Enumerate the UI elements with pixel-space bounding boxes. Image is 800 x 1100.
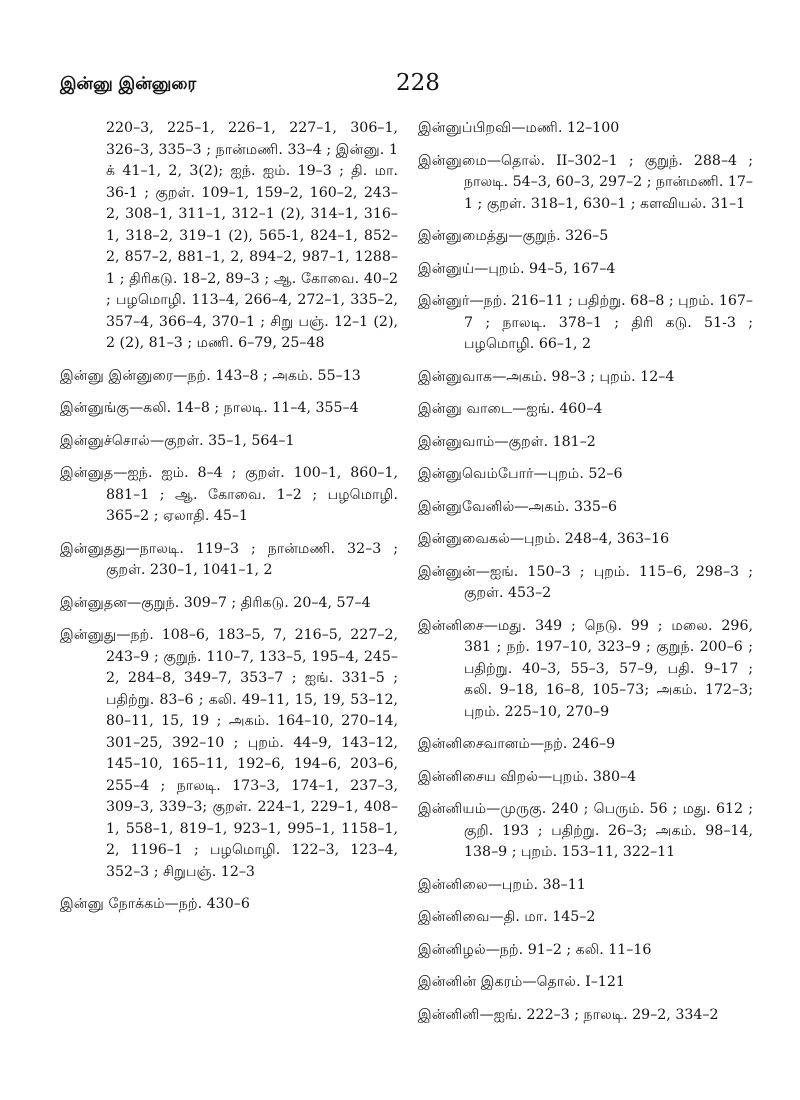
running-head: இன்னு இன்னுரை xyxy=(60,74,197,94)
right-column xyxy=(418,118,753,1037)
index-entry: இன்னினி—ஐங். 222–3 ; நாலடி. 29–2, 334–2 xyxy=(418,1006,719,1023)
index-entry: இன்னுய்—புறம். 94–5, 167–4 xyxy=(418,260,616,277)
index-entry: இன்னுமை—தொல். II–302–1 ; குறுந். 288–4 ; நாலடி. 54–3, 60–3, 297–2 ; நான்மணி. 17–1 ; குறள். 318–1, 630–1 ; களவியல். 31–1 xyxy=(418,152,753,212)
index-entry: 220–3, 225–1, 226–1, 227–1, 306–1, 326–3, 335–3 ; நான்மணி. 33–4 ; இன்னு. 1 க் 41–1, 2, 3(2); ஐந். ஐம். 19–3 ; தி. மா. 36-1 ; குறள். 109–1, 159–2, 160–2, 243–2, 308–1, 311–1, 312–1 (2), 314–1, 316–1, 318–2, 319–1 (2), 565-1, 824–1, 852–2, 857–2, 881–1, 2, 894–2, 987–1, 1288–1 ; திரிகடு. 18–2, 89–3 ; ஆ. கோவை. 40–2 ; பழமொழி. 113–4, 266–4, 272–1, 335–2, 357–4, 366–4, 370–1 ; சிறு பஞ். 12–1 (2), 2 (2), 81–3 ; மணி. 6–79, 25–48 xyxy=(106,120,398,351)
page-header xyxy=(60,70,740,104)
index-entry: இன்னுவெம்போர்—புறம். 52–6 xyxy=(418,466,623,482)
index-entry: இன்னின் இகரம்—தொல். I–121 xyxy=(418,974,625,990)
index-entry: இன்னுச்சொல்—குறள். 35–1, 564–1 xyxy=(60,432,295,449)
index-entry: இன்னுவைகல்—புறம். 248–4, 363–16 xyxy=(418,531,670,547)
index-entry: இன்னு வாடை—ஐங். 460–4 xyxy=(418,401,603,417)
index-entry: இன்னிசை—மது. 349 ; நெடு. 99 ; மலை. 296, 381 ; நற். 197–10, 323–9 ; குறுந். 200–6 ; பதிற்று. 40–3, 55–3, 57–9, பதி. 9–17 ; கலி. 9–18, 16–8, 105–73; அகம். 172–3; புறம். 225–10, 270–9 xyxy=(418,617,753,720)
index-entry: இன்னுமைத்து—குறுந். 326–5 xyxy=(418,228,609,244)
index-entry: இன்னு இன்னுரை—நற். 143–8 ; அகம். 55–13 xyxy=(60,367,361,384)
index-entry: இன்னுவேனில்—அகம். 335–6 xyxy=(418,498,618,515)
page-number: 228 xyxy=(396,70,440,96)
index-entry: இன்னிவை—தி. மா. 145–2 xyxy=(418,909,596,925)
index-entry: இன்னியம்—முருகு. 240 ; பெரும். 56 ; மது. 612 ; குறி. 193 ; பதிற்று. 26–3; அகம். 98–14, 138–9 ; புறம். 153–11, 322–11 xyxy=(418,801,753,860)
index-entry: இன்னுது—நற். 108–6, 183–5, 7, 216–5, 227–2, 243–9 ; குறுந். 110–7, 133–5, 195–4, 245–2, 284–8, 349–7, 353–7 ; ஐங். 331–5 ; பதிற்று. 83–6 ; கலி. 49–11, 15, 19, 53–12, 80–11, 15, 19 ; அகம். 164–10, 270–14, 301–25, 392–10 ; புறம். 44–9, 143–12, 145–10, 165–11, 192–6, 194–6, 203–6, 255–4 ; நாலடி. 173–3, 174–1, 237–3, 309–3, 339–3; குறள். 224–1, 229–1, 408–1, 558–1, 819–1, 923–1, 995–1, 1158–1, 2, 1196–1 ; பழமொழி. 122–3, 123–4, 352–3 ; சிறுபஞ். 12–3 xyxy=(60,627,398,880)
index-entry: இன்னிழல்—நற். 91–2 ; கலி. 11–16 xyxy=(418,941,652,958)
index-entry: இன்னுர்—நற். 216–11 ; பதிற்று. 68–8 ; புறம். 167–7 ; நாலடி. 378–1 ; திரி கடு. 51-3 ; பழமொழி. 66–1, 2 xyxy=(418,293,753,352)
left-column xyxy=(60,118,398,927)
index-entry: இன்னிலை—புறம். 38–11 xyxy=(418,876,586,893)
index-entry: இன்னு நோக்கம்—நற். 430–6 xyxy=(60,896,250,912)
index-entry: இன்னுதது—நாலடி. 119–3 ; நான்மணி. 32–3 ; குறள். 230–1, 1041–1, 2 xyxy=(60,540,398,578)
index-entry: இன்னுதன—குறுந். 309–7 ; திரிகடு. 20–4, 57–4 xyxy=(60,594,371,611)
index-entry: இன்னுப்பிறவி—மணி. 12–100 xyxy=(418,120,620,136)
index-entry: இன்னிசைய விறல்—புறம். 380–4 xyxy=(418,768,637,785)
index-entry: இன்னிசைவானம்—நற். 246–9 xyxy=(418,736,616,752)
index-entry: இன்னுன்—ஐங். 150–3 ; புறம். 115–6, 298–3 ; குறள். 453–2 xyxy=(418,563,753,601)
index-entry: இன்னுங்கு—கலி. 14–8 ; நாலடி. 11–4, 355–4 xyxy=(60,400,359,416)
index-entry: இன்னுவாம்—குறள். 181–2 xyxy=(418,433,596,450)
index-entry: இன்னுவாக—அகம். 98–3 ; புறம். 12–4 xyxy=(418,368,675,385)
index-entry: இன்னுத—ஐந். ஐம். 8–4 ; குறள். 100–1, 860–1, 881–1 ; ஆ. கோவை. 1–2 ; பழமொழி. 365–2 ; ஏலாதி. 45–1 xyxy=(60,465,398,524)
